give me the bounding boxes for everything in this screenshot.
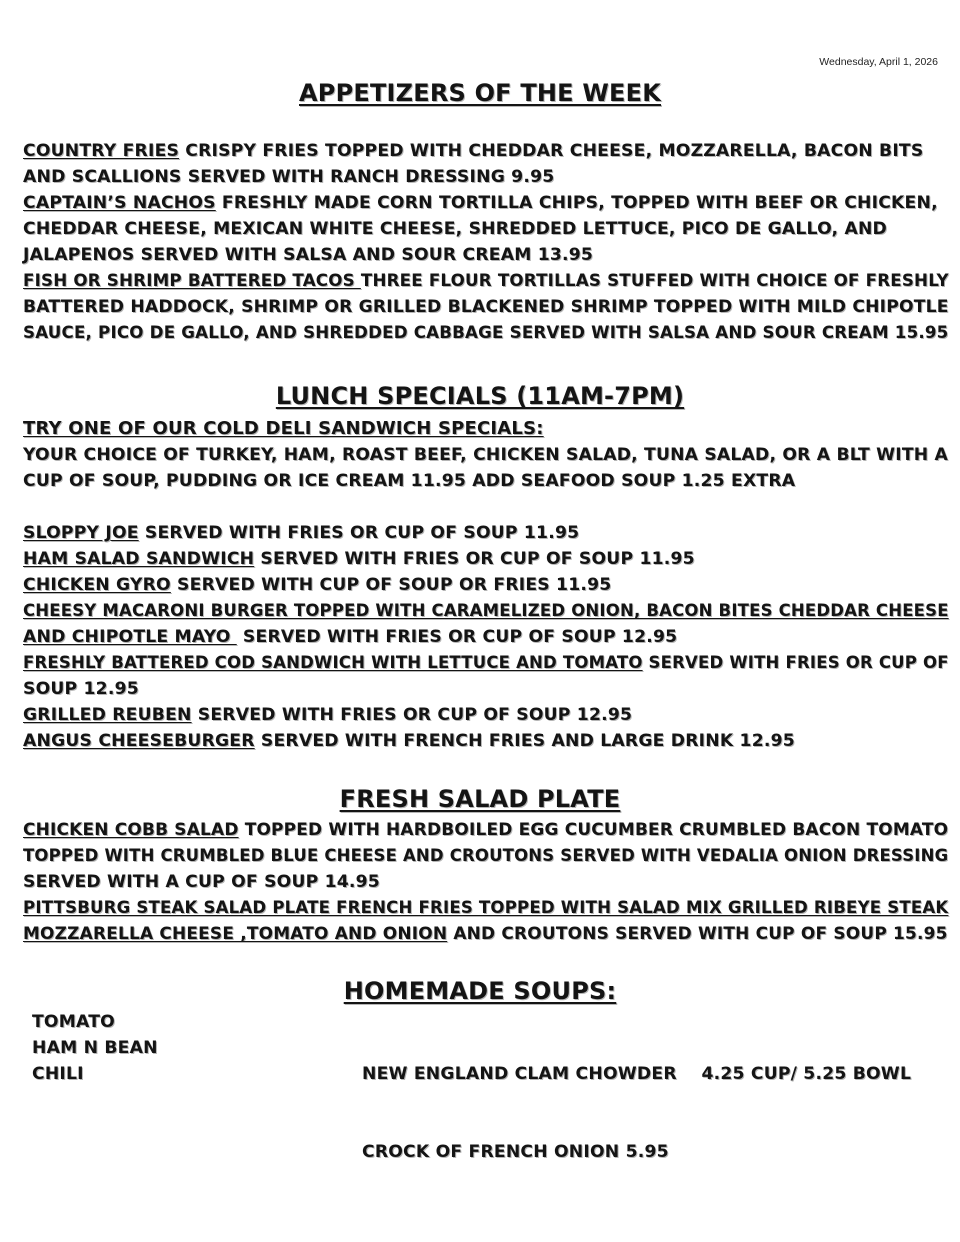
deli-heading: TRY ONE OF OUR COLD DELI SANDWICH SPECIALS: bbox=[23, 418, 544, 439]
lunch-specials-heading: LUNCH SPECIALS (11AM-7PM) bbox=[275, 382, 685, 410]
lunch-specials-list: TRY ONE OF OUR COLD DELI SANDWICH SPECIALS: YOUR CHOICE OF TURKEY, HAM, ROAST BEEF, CHICKEN SALAD, TUNA SALAD, OR A BLT WITH A CUP OF SOUP, PUDDING OR ICE CREAM 11.95 ADD SEAFOOD SOUP 1.25 EXTRA SLOPPY JOE SERVED WITH FRIES OR CUP OF SOUP 11.95 HAM SALAD SANDWICH SERVED WITH FRIES OR CUP OF SOUP 11.95 CHICKEN GYRO SERVED WITH CUP OF SOUP OR FRIES 11.95 CHEESY MACARONI BURGER TOPPED WITH CARAMELIZED ONION, BACON BITES CHEDDAR CHEESE AND CHIPOTLE MAYO SERVED WITH FRIES OR CUP OF SOUP 12.95 FRESHLY BATTERED COD SANDWICH WITH LETTUCE AND TOMATO SERVED WITH FRIES OR CUP OF SOUP 12.95 GRILLED REUBEN SERVED WITH FRIES OR CUP OF SOUP 12.95 ANGUS CHEESEBURGER SERVED WITH FRENCH FRIES AND LARGE DRINK 12.95 bbox=[23, 416, 938, 754]
soup-item: HAM N BEAN bbox=[32, 1038, 158, 1058]
ham-salad-item: HAM SALAD SANDWICH SERVED WITH FRIES OR CUP OF SOUP 11.95 bbox=[23, 549, 695, 569]
captains-nachos-name: CAPTAIN’S NACHOS bbox=[23, 193, 216, 213]
soup-item: CHILI bbox=[32, 1064, 84, 1084]
captains-nachos-item: CAPTAIN’S NACHOS FRESHLY MADE CORN TORTILLA CHIPS, TOPPED WITH BEEF OR CHICKEN, bbox=[23, 193, 938, 213]
cheeseburger-item: ANGUS CHEESEBURGER SERVED WITH FRENCH FRIES AND LARGE DRINK 12.95 bbox=[23, 731, 795, 751]
reuben-item: GRILLED REUBEN SERVED WITH FRIES OR CUP OF SOUP 12.95 bbox=[23, 705, 633, 725]
appetizers-list: COUNTRY FRIES CRISPY FRIES TOPPED WITH CHEDDAR CHEESE, MOZZARELLA, BACON BITS AND SCALLIONS SERVED WITH RANCH DRESSING 9.95 CAPTAIN’S NACHOS FRESHLY MADE CORN TORTILLA CHIPS, TOPPED WITH BEEF OR CHICKEN, CHEDDAR CHEESE, MEXICAN WHITE CHEESE, SHREDDED LETTUCE, PICO DE GALLO, AND JALAPENOS SERVED WITH SALSA AND SOUR CREAM 13.95 FISH OR SHRIMP BATTERED TACOS THREE FLOUR TORTILLAS STUFFED WITH CHOICE OF FRESHLY BATTERED HADDOCK, SHRIMP OR GRILLED BLACKENED SHRIMP TOPPED WITH MILD CHIPOTLE SAUCE, PICO DE GALLO, AND SHREDDED CABBAGE SERVED WITH SALSA AND SOUR CREAM 15.95 bbox=[23, 138, 938, 346]
soups-heading: HOMEMADE SOUPS: bbox=[343, 977, 617, 1005]
country-fries-item: COUNTRY FRIES CRISPY FRIES TOPPED WITH CHEDDAR CHEESE, MOZZARELLA, BACON BITS bbox=[23, 141, 924, 161]
mac-burger-item: CHEESY MACARONI BURGER TOPPED WITH CARAMELIZED ONION, BACON BITES CHEDDAR CHEESE bbox=[23, 601, 949, 621]
soup-item: TOMATO bbox=[32, 1012, 115, 1032]
soup-item: NEW ENGLAND CLAM CHOWDER 4.25 CUP/ 5.25 BOWL bbox=[362, 1064, 912, 1084]
salad-heading: FRESH SALAD PLATE bbox=[339, 785, 621, 813]
tacos-item: FISH OR SHRIMP BATTERED TACOS THREE FLOUR TORTILLAS STUFFED WITH CHOICE OF FRESHLY bbox=[23, 271, 949, 291]
country-fries-name: COUNTRY FRIES bbox=[23, 141, 180, 161]
tacos-name: FISH OR SHRIMP BATTERED TACOS bbox=[23, 271, 361, 291]
sloppy-joe-item: SLOPPY JOE SERVED WITH FRIES OR CUP OF SOUP 11.95 bbox=[23, 523, 580, 543]
cod-sandwich-item: FRESHLY BATTERED COD SANDWICH WITH LETTUCE AND TOMATO SERVED WITH FRIES OR CUP OF bbox=[23, 653, 949, 673]
soup-item: CROCK OF FRENCH ONION 5.95 bbox=[362, 1142, 669, 1162]
soups-left-column bbox=[32, 1009, 158, 1087]
appetizers-heading: APPETIZERS OF THE WEEK bbox=[299, 79, 661, 107]
pittsburg-salad-item: PITTSBURG STEAK SALAD PLATE FRENCH FRIES TOPPED WITH SALAD MIX GRILLED RIBEYE STEAK bbox=[23, 898, 949, 918]
cobb-salad-item: CHICKEN COBB SALAD TOPPED WITH HARDBOILED EGG CUCUMBER CRUMBLED BACON TOMATO bbox=[23, 820, 949, 840]
salad-list: CHICKEN COBB SALAD TOPPED WITH HARDBOILED EGG CUCUMBER CRUMBLED BACON TOMATO TOPPED WITH CRUMBLED BLUE CHEESE AND CROUTONS SERVED WITH VEDALIA ONION DRESSING SERVED WITH A CUP OF SOUP 14.95 PITTSBURG STEAK SALAD PLATE FRENCH FRIES TOPPED WITH SALAD MIX GRILLED RIBEYE STEAK MOZZARELLA CHEESE ,TOMATO AND ONION AND CROUTONS SERVED WITH CUP OF SOUP 15.95 bbox=[23, 817, 938, 947]
chicken-gyro-item: CHICKEN GYRO SERVED WITH CUP OF SOUP OR FRIES 11.95 bbox=[23, 575, 612, 595]
menu-date: Wednesday, April 1, 2026 bbox=[819, 56, 938, 68]
soups-right-column bbox=[362, 1009, 911, 1191]
